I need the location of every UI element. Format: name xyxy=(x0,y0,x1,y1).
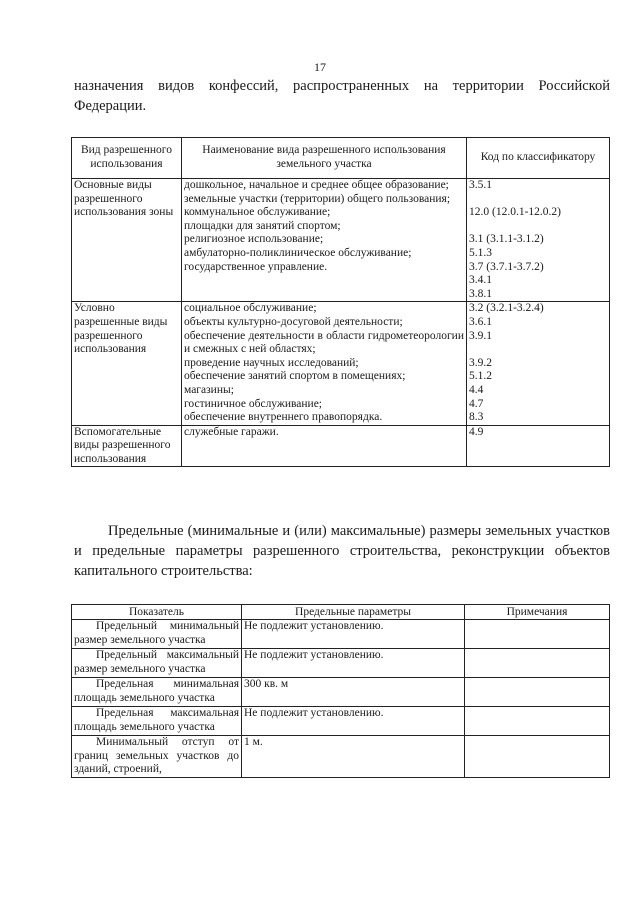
use-type-cell: Вспомогательные виды разрешенного использования xyxy=(72,425,182,467)
header-use-type: Вид разрешенного использования xyxy=(72,138,182,179)
note-cell xyxy=(465,649,610,678)
code-item: 3.8.1 xyxy=(469,287,492,300)
use-type-cell: Основные виды разрешенного использования зоны xyxy=(72,179,182,302)
code-item: 3.1 (3.1.1-3.1.2) xyxy=(469,233,544,246)
code-item: 4.7 xyxy=(469,397,484,410)
limits-table xyxy=(71,604,610,778)
indicator-cell: Минимальный отступ от границ земельных участков до зданий, строений, xyxy=(72,736,242,778)
note-cell xyxy=(465,707,610,736)
code-item: 12.0 (12.0.1-12.0.2) xyxy=(469,206,561,219)
code-item: 3.5.1 xyxy=(469,179,492,191)
table-row xyxy=(72,649,610,678)
code-item: 5.1.3 xyxy=(469,246,492,259)
code-item: 3.7 (3.7.1-3.7.2) xyxy=(469,260,544,273)
value-cell: Не подлежит установлению. xyxy=(242,620,465,649)
indicator-cell: Предельная максимальная площадь земельного участка xyxy=(72,707,242,736)
note-cell xyxy=(465,736,610,778)
list-item: коммунальное обслуживание; xyxy=(184,206,331,219)
note-cell xyxy=(465,678,610,707)
header-indicator: Показатель xyxy=(72,605,242,620)
table-row xyxy=(72,736,610,778)
code-item: 4.9 xyxy=(469,425,484,438)
use-type-cell: Условно разрешенные виды разрешенного использования xyxy=(72,302,182,425)
table-row-conditional-uses xyxy=(72,302,610,425)
list-item: служебные гаражи. xyxy=(184,425,279,438)
code-item: 5.1.2 xyxy=(469,370,492,383)
codes-cell xyxy=(467,179,610,302)
intro-paragraph: назначения видов конфессий, распространенных на территории Российской Федерации. xyxy=(74,78,610,114)
value-cell: Не подлежит установлению. xyxy=(242,649,465,678)
code-item: 4.4 xyxy=(469,383,484,396)
header-notes: Примечания xyxy=(465,605,610,620)
use-names-cell xyxy=(182,179,467,302)
table-header-row xyxy=(72,138,610,179)
list-item: государственное управление. xyxy=(184,260,328,273)
list-item: социальное обслуживание; xyxy=(184,302,317,315)
list-item: площадки для занятий спортом; xyxy=(184,219,341,232)
indicator-cell: Предельный максимальный размер земельного участка xyxy=(72,649,242,678)
value-cell: Не подлежит установлению. xyxy=(242,707,465,736)
code-item: 3.9.2 xyxy=(469,356,492,369)
use-names-cell xyxy=(182,425,467,467)
page-number: 17 xyxy=(314,60,326,74)
code-item: 3.2 (3.2.1-3.2.4) xyxy=(469,302,544,315)
table-row-main-uses xyxy=(72,179,610,302)
value-cell: 1 м. xyxy=(242,736,465,778)
value-cell: 300 кв. м xyxy=(242,678,465,707)
codes-cell xyxy=(467,302,610,425)
limits-paragraph: Предельные (минимальные и (или) максимальные) размеры земельных участков и предельные параметры разрешенного строительства, реконструкции объектов капитального строительства: xyxy=(74,523,610,579)
list-item: обеспечение деятельности в области гидрометеорологии и смежных с ней областях; xyxy=(184,329,464,356)
indicator-cell: Предельная минимальная площадь земельного участка xyxy=(72,678,242,707)
table-row-auxiliary-uses xyxy=(72,425,610,467)
land-use-table xyxy=(71,137,610,467)
note-cell xyxy=(465,620,610,649)
header-limits: Предельные параметры xyxy=(242,605,465,620)
use-names-cell xyxy=(182,302,467,425)
header-code: Код по классификатору xyxy=(467,138,610,179)
list-item: объекты культурно-досуговой деятельности; xyxy=(184,315,403,328)
table-row xyxy=(72,707,610,736)
codes-cell xyxy=(467,425,610,467)
code-item: 3.6.1 xyxy=(469,315,492,328)
table-row xyxy=(72,678,610,707)
table-row xyxy=(72,620,610,649)
list-item: проведение научных исследований; xyxy=(184,356,359,369)
code-item: 3.9.1 xyxy=(469,329,492,342)
list-item: религиозное использование; xyxy=(184,233,324,246)
header-use-name: Наименование вида разрешенного использования земельного участка xyxy=(182,138,467,179)
list-item: амбулаторно-поликлиническое обслуживание; xyxy=(184,246,412,259)
list-item: дошкольное, начальное и среднее общее образование; xyxy=(184,179,449,191)
code-item: 8.3 xyxy=(469,411,484,424)
table-header-row xyxy=(72,605,610,620)
list-item: гостиничное обслуживание; xyxy=(184,397,322,410)
list-item: обеспечение занятий спортом в помещениях; xyxy=(184,370,406,383)
indicator-cell: Предельный минимальный размер земельного участка xyxy=(72,620,242,649)
list-item: магазины; xyxy=(184,383,234,396)
list-item: земельные участки (территории) общего пользования; xyxy=(184,192,451,205)
code-item: 3.4.1 xyxy=(469,274,492,287)
list-item: обеспечение внутреннего правопорядка. xyxy=(184,411,383,424)
